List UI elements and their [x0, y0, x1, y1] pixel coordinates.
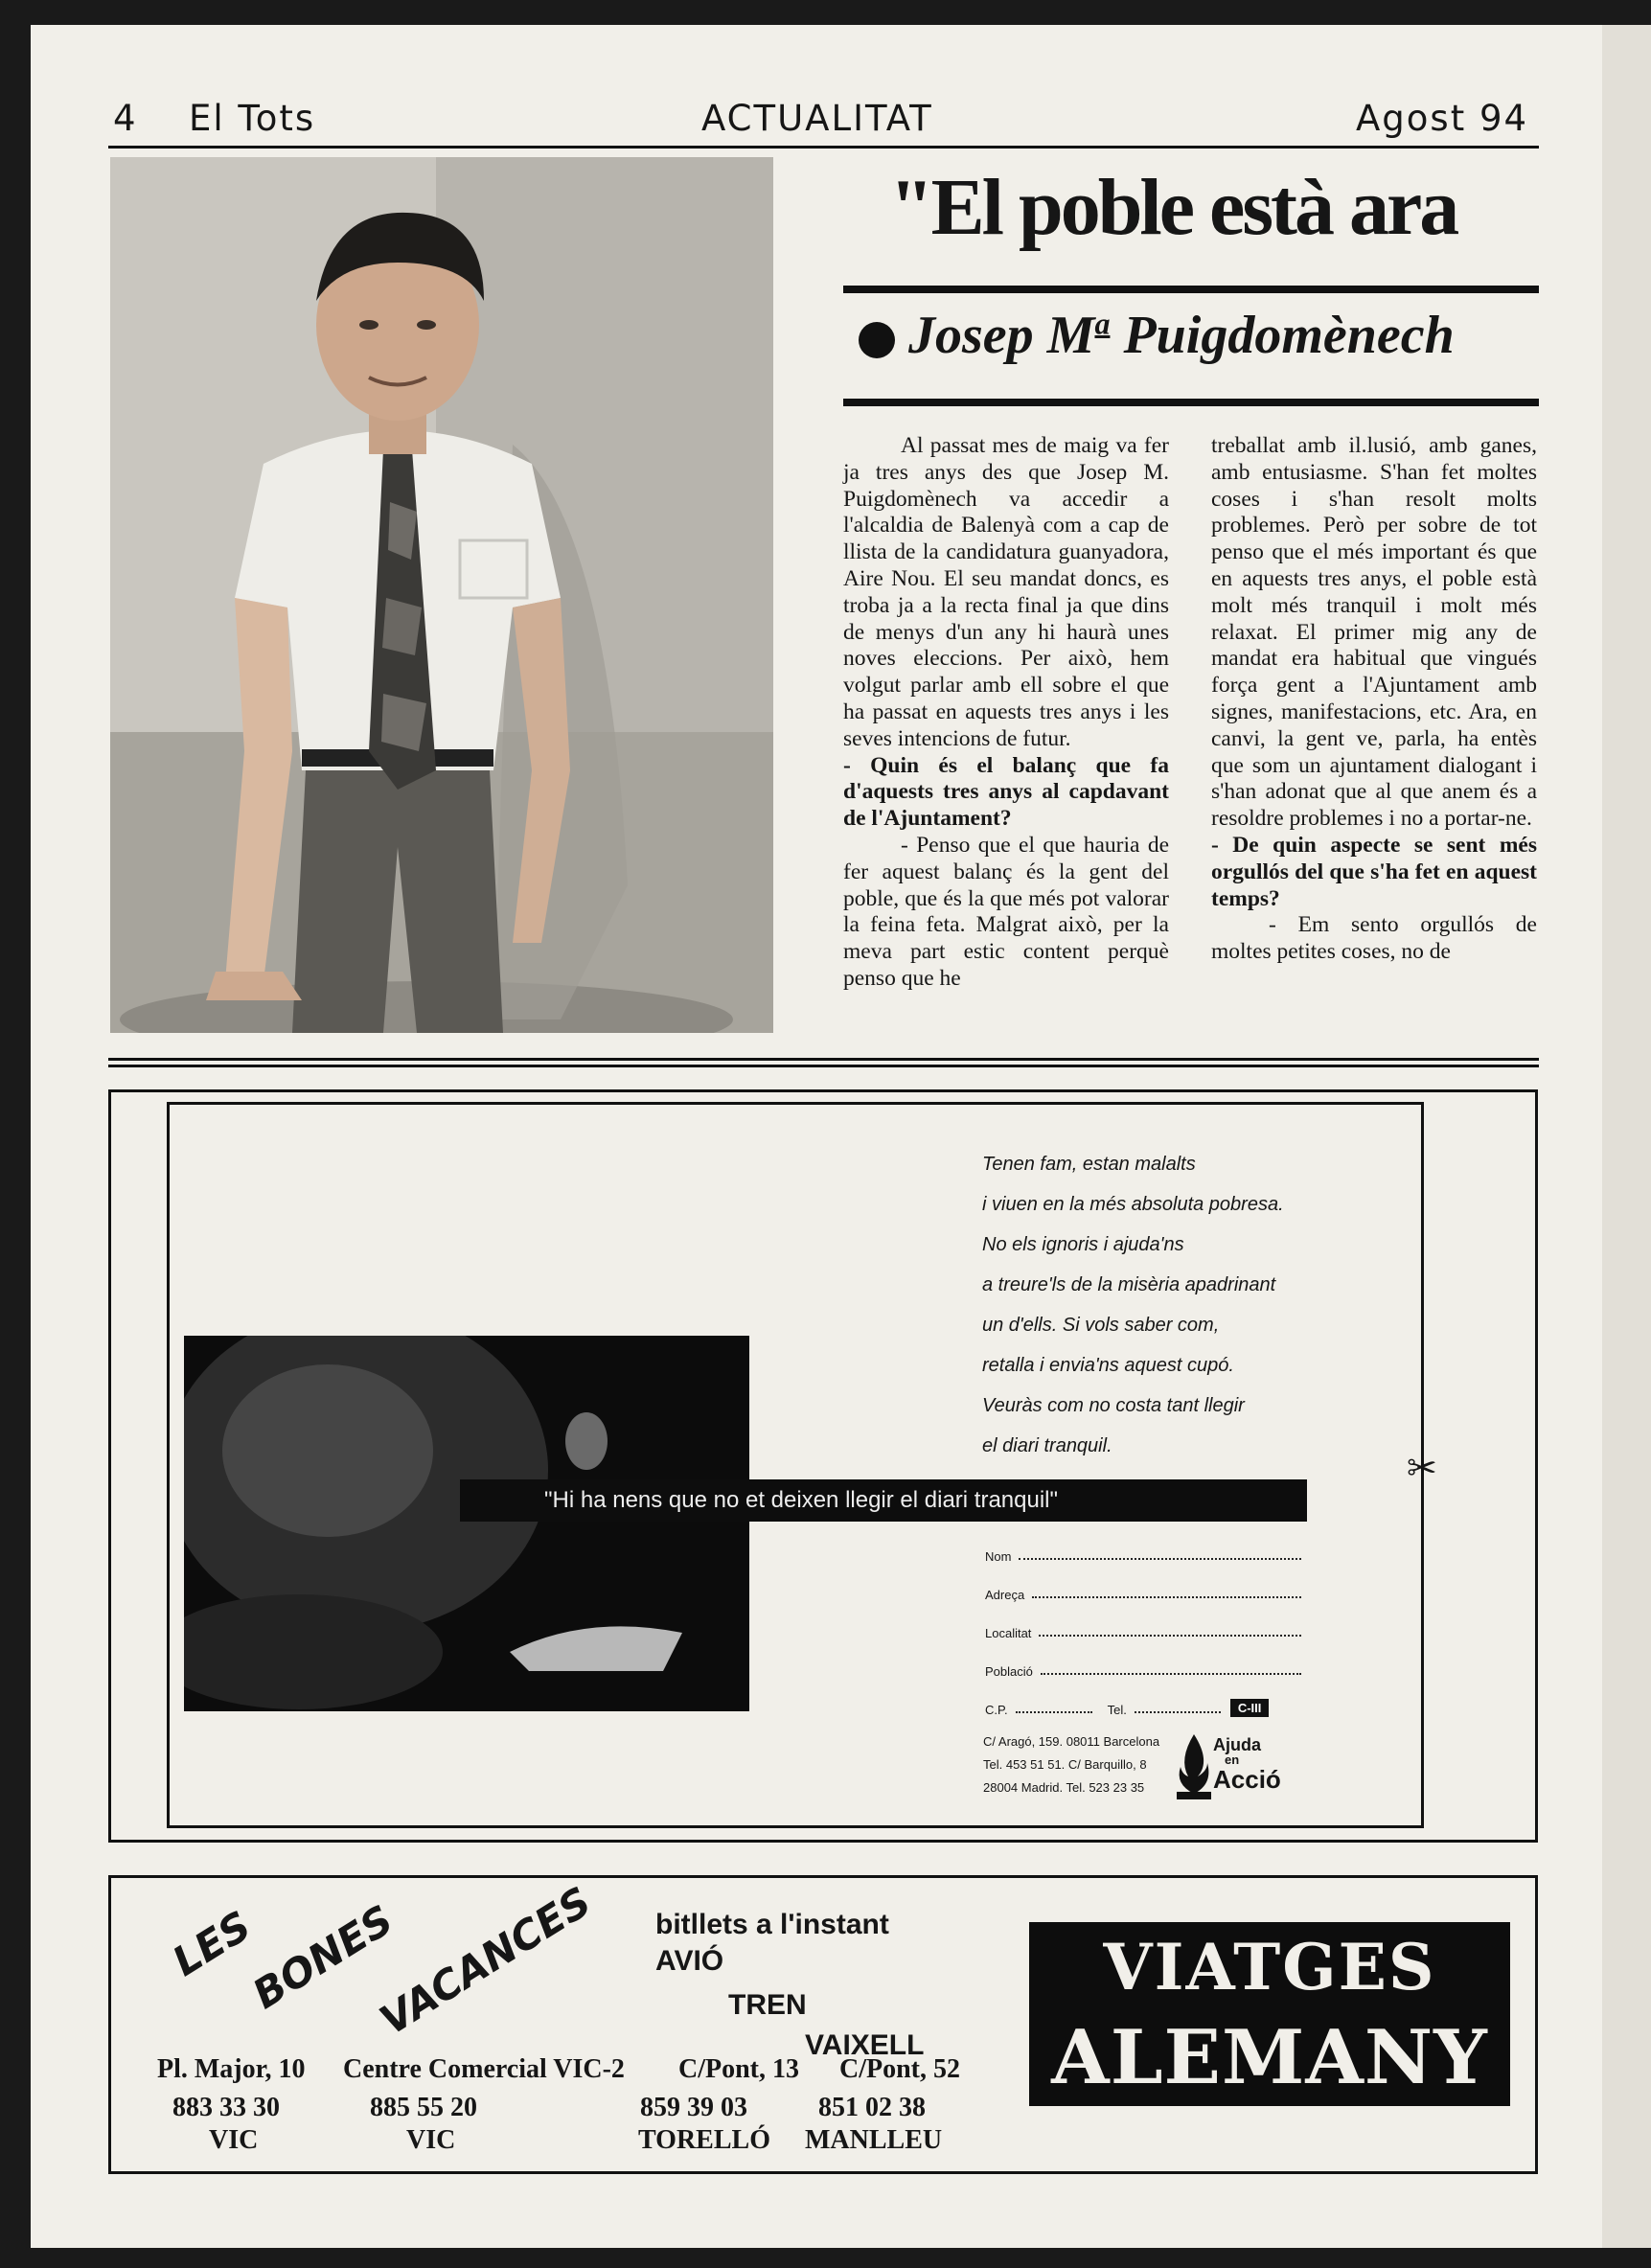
- question-2: - De quin aspecte se sent més orgullós del que s'ha fet en aquest temps?: [1211, 832, 1537, 911]
- address-line-1: C/ Aragó, 159. 08011 Barcelona: [983, 1734, 1160, 1749]
- address-line-3: 28004 Madrid. Tel. 523 23 35: [983, 1780, 1145, 1795]
- section-title: ACTUALITAT: [701, 98, 933, 139]
- coupon-name-label: Nom: [985, 1549, 1012, 1564]
- office-3-phone: 859 39 03: [640, 2093, 747, 2122]
- coupon-town-field[interactable]: [1041, 1673, 1301, 1675]
- answer-1: - Penso que el que hauria de fer aquest balanç és la gent del poble, que és la que més pot valorar la feina feta. Malgrat això, per la meva part estic content perquè penso que he: [843, 832, 1169, 991]
- coupon-address-label: Adreça: [985, 1588, 1025, 1602]
- portrait-photo: [110, 157, 773, 1033]
- logo-word-ajuda: Ajuda: [1213, 1735, 1262, 1754]
- coupon-town-row[interactable]: [985, 1654, 1301, 1679]
- article-column-2: [1211, 433, 1537, 966]
- article-rule-bottom: [108, 1065, 1539, 1067]
- charity-advertisement: [108, 1089, 1538, 1843]
- ad-line-5: un d'ells. Si vols saber com,: [982, 1315, 1220, 1336]
- coupon-name-row[interactable]: [985, 1539, 1301, 1564]
- coupon-name-field[interactable]: [1019, 1558, 1301, 1560]
- headline: "El poble està ara: [889, 163, 1457, 252]
- ad-line-6: retalla i envia'ns aquest cupó.: [982, 1355, 1234, 1376]
- issue-date: Agost 94: [1356, 98, 1529, 139]
- mode-ship: VAIXELL: [805, 2029, 925, 2061]
- brand-alemany: ALEMANY: [1051, 2014, 1488, 2101]
- page-number: 4: [113, 98, 138, 139]
- question-1: - Quin és el balanç que fa d'aquests tres anys al capdavant de l'Ajuntament?: [843, 752, 1169, 832]
- coupon-locality-row[interactable]: [985, 1615, 1301, 1640]
- mode-train: TREN: [728, 1989, 807, 2021]
- office-1-town: VIC: [209, 2125, 259, 2155]
- brand-viatges: VIATGES: [1103, 1930, 1436, 2005]
- ad-copy: [982, 1144, 1404, 1466]
- office-4-address: C/Pont, 52: [839, 2054, 960, 2084]
- ad-line-1: Tenen fam, estan malalts: [982, 1154, 1196, 1175]
- coupon-stamp: C-III: [1230, 1699, 1270, 1717]
- ajuda-en-accio-logo: [1175, 1730, 1290, 1807]
- header-rule: [108, 146, 1539, 149]
- coupon-phone-label: Tel.: [1107, 1703, 1127, 1717]
- mode-plane: AVIÓ: [655, 1945, 724, 1977]
- travel-agency-advertisement: [108, 1875, 1538, 2174]
- slogan-les: LES: [164, 1902, 260, 1985]
- coupon-town-label: Població: [985, 1664, 1033, 1679]
- ad-line-4: a treure'ls de la misèria apadrinant: [982, 1274, 1276, 1295]
- viatges-alemany-logo: [1029, 1922, 1510, 2106]
- headline-rule: [843, 286, 1539, 293]
- coupon-address-row[interactable]: [985, 1577, 1301, 1602]
- ad-dark-photo: [184, 1336, 749, 1711]
- byline-rule: [843, 399, 1539, 406]
- flame-icon: [1175, 1734, 1213, 1801]
- office-3-town: TORELLÓ: [638, 2125, 770, 2155]
- ad-line-3: No els ignoris i ajuda'ns: [982, 1234, 1184, 1255]
- byline-name: Josep M: [908, 306, 1095, 365]
- ad-line-7: Veuràs com no costa tant llegir: [982, 1395, 1245, 1416]
- logo-word-en: en: [1225, 1753, 1240, 1767]
- office-2-address: Centre Comercial VIC-2: [343, 2054, 625, 2084]
- ad-banner: "Hi ha nens que no et deixen llegir el diari tranquil": [460, 1479, 1307, 1522]
- office-3-address: C/Pont, 13: [678, 2054, 799, 2084]
- man-standing-illustration: [110, 157, 773, 1033]
- byline-superscript: a: [1094, 306, 1111, 341]
- office-2-town: VIC: [406, 2125, 456, 2155]
- byline-surname: Puigdomènech: [1123, 306, 1455, 365]
- coupon-locality-label: Localitat: [985, 1626, 1032, 1640]
- coupon-postcode-row[interactable]: [985, 1692, 1301, 1717]
- article-column-1: [843, 433, 1169, 993]
- child-photo-illustration: [184, 1336, 749, 1711]
- coupon-form: [985, 1539, 1301, 1717]
- address-line-2: Tel. 453 51 51. C/ Barquillo, 8: [983, 1757, 1147, 1772]
- charity-address: [983, 1730, 1159, 1799]
- office-2-phone: 885 55 20: [370, 2093, 477, 2122]
- office-1-address: Pl. Major, 10: [157, 2054, 306, 2084]
- logo-word-accio: Acció: [1213, 1765, 1281, 1794]
- answer-2: - Em sento orgullós de moltes petites coses, no de: [1211, 912, 1537, 965]
- coupon-postcode-label: C.P.: [985, 1703, 1008, 1717]
- tickets-title: bitllets a l'instant: [655, 1909, 889, 1940]
- facing-page-edge: [1602, 25, 1651, 2248]
- office-1-phone: 883 33 30: [172, 2093, 280, 2122]
- answer-1-continued: treballat amb il.lusió, amb ganes, amb entusiasme. S'han fet moltes coses i s'han resolt molts problemes. Però per sobre de tot penso que el més important és que en aquests tres anys, el poble està molt més tranquil i molt més relaxat. El primer mig any de mandat era habitual que vingués força gent a l'Ajuntament amb signes, manifestacions, etc. Ara, en canvi, la gent ve, parla, ha entès que som un ajuntament dialogant i s'han adonat que al que anem és a resoldre problemes i no a portar-ne.: [1211, 433, 1537, 832]
- coupon-address-field[interactable]: [1032, 1596, 1301, 1598]
- ad-line-2: i viuen en la més absoluta pobresa.: [982, 1194, 1284, 1215]
- newspaper-name: El Tots: [189, 98, 316, 139]
- byline: [859, 305, 1455, 366]
- coupon-locality-field[interactable]: [1039, 1635, 1301, 1637]
- office-4-town: MANLLEU: [805, 2125, 943, 2155]
- slogan-vacances: VACANCES: [371, 1877, 600, 2045]
- ad-line-8: el diari tranquil.: [982, 1435, 1112, 1456]
- slogan-bones: BONES: [244, 1895, 401, 2019]
- article-rule-top: [108, 1058, 1539, 1061]
- coupon-postcode-field[interactable]: [1016, 1711, 1092, 1713]
- scissors-icon: ✂: [1407, 1449, 1437, 1489]
- bullet-icon: [859, 322, 895, 358]
- intro-paragraph: Al passat mes de maig va fer ja tres anys des que Josep M. Puigdomènech va accedir a l'alcaldia de Balenyà com a cap de llista de la candidatura guanyadora, Aire Nou. El seu mandat doncs, es troba ja a la recta final ja que dins de menys d'un any hi haurà unes noves eleccions. Per això, hem volgut parlar amb ell sobre el que ha passat en aquests tres anys i les seves intencions de futur.: [843, 433, 1169, 751]
- office-4-phone: 851 02 38: [818, 2093, 926, 2122]
- coupon-phone-field[interactable]: [1135, 1711, 1221, 1713]
